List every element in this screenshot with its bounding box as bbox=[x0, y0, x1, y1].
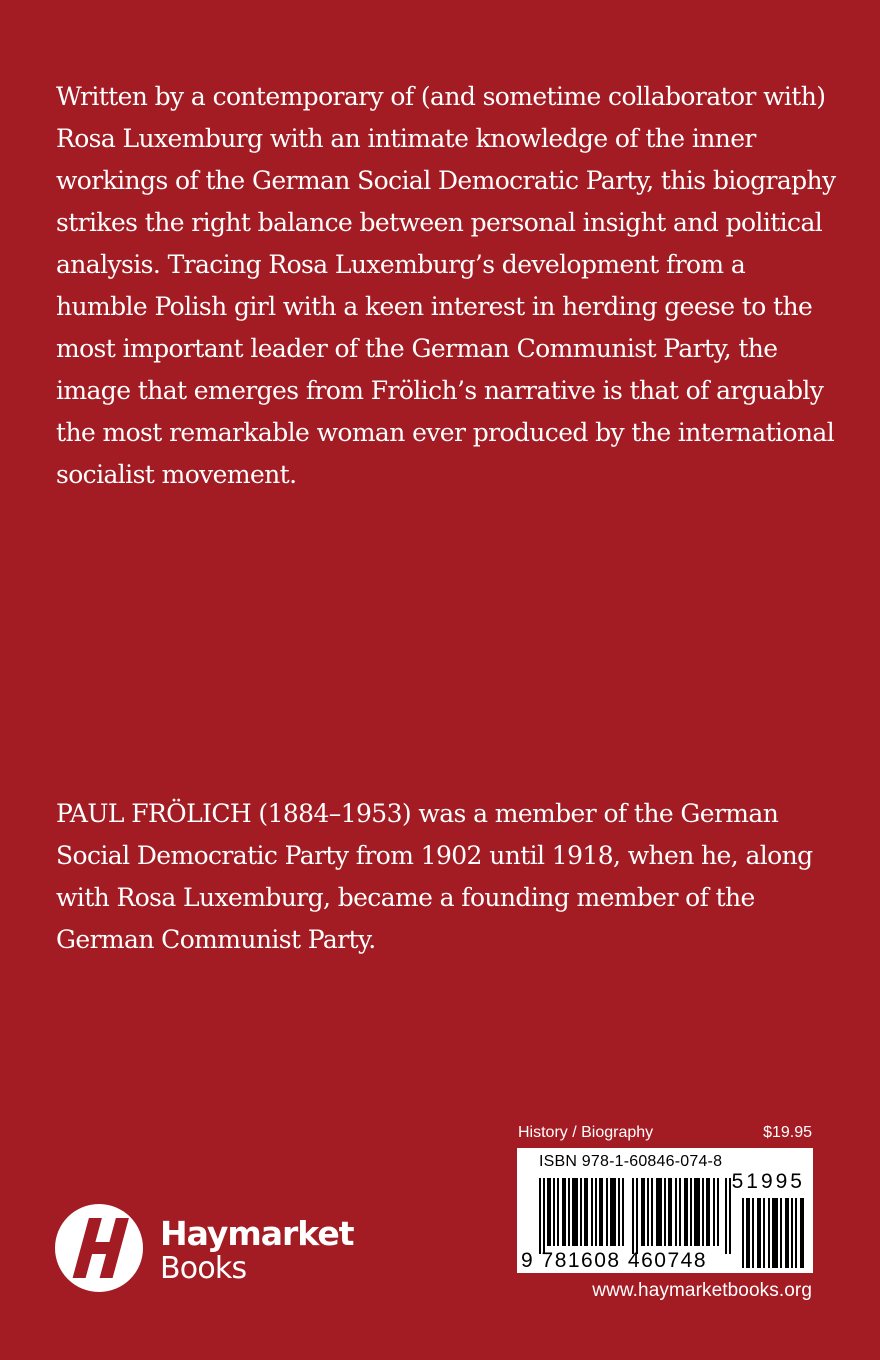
author-bio: PAUL FRÖLICH (1884–1953) was a member of the German Social Democratic Party from 1902 until 1918, when he, along with Rosa Luxemburg, became a founding member of the German Communist Party. bbox=[56, 799, 813, 954]
publisher-logo[interactable] bbox=[52, 1198, 352, 1308]
price-code: 51995 bbox=[731, 1170, 805, 1193]
publisher-wordmark bbox=[160, 1216, 354, 1286]
haymarket-h-logo-icon bbox=[52, 1198, 146, 1298]
publisher-sub: Books bbox=[160, 1251, 247, 1286]
book-blurb: Written by a contemporary of (and sometime collaborator with) Rosa Luxemburg with an intimate knowledge of the inner workings of the German Social Democratic Party, this biography strikes the right balance between personal insight and political analysis. Tracing Rosa Luxemburg’s development from a humble Polish girl with a keen interest in herding geese to the most important leader of the German Communist Party, the image that emerges from Frölich’s narrative is that of arguably the most remarkable woman ever produced by the international socialist movement. bbox=[56, 82, 836, 489]
book-price: $19.95 bbox=[763, 1124, 812, 1141]
publisher-name: Haymarket bbox=[160, 1214, 354, 1253]
isbn-digits: 9 781608 460748 bbox=[521, 1249, 707, 1272]
book-category: History / Biography bbox=[518, 1124, 654, 1141]
category-price-row bbox=[518, 1124, 812, 1146]
barcode-bars-addon bbox=[742, 1198, 804, 1268]
barcode-bars-main bbox=[539, 1178, 733, 1254]
isbn-label: ISBN 978-1-60846-074-8 bbox=[539, 1153, 723, 1170]
publisher-website-link[interactable]: www.haymarketbooks.org bbox=[592, 1280, 812, 1301]
isbn-barcode bbox=[517, 1148, 813, 1273]
